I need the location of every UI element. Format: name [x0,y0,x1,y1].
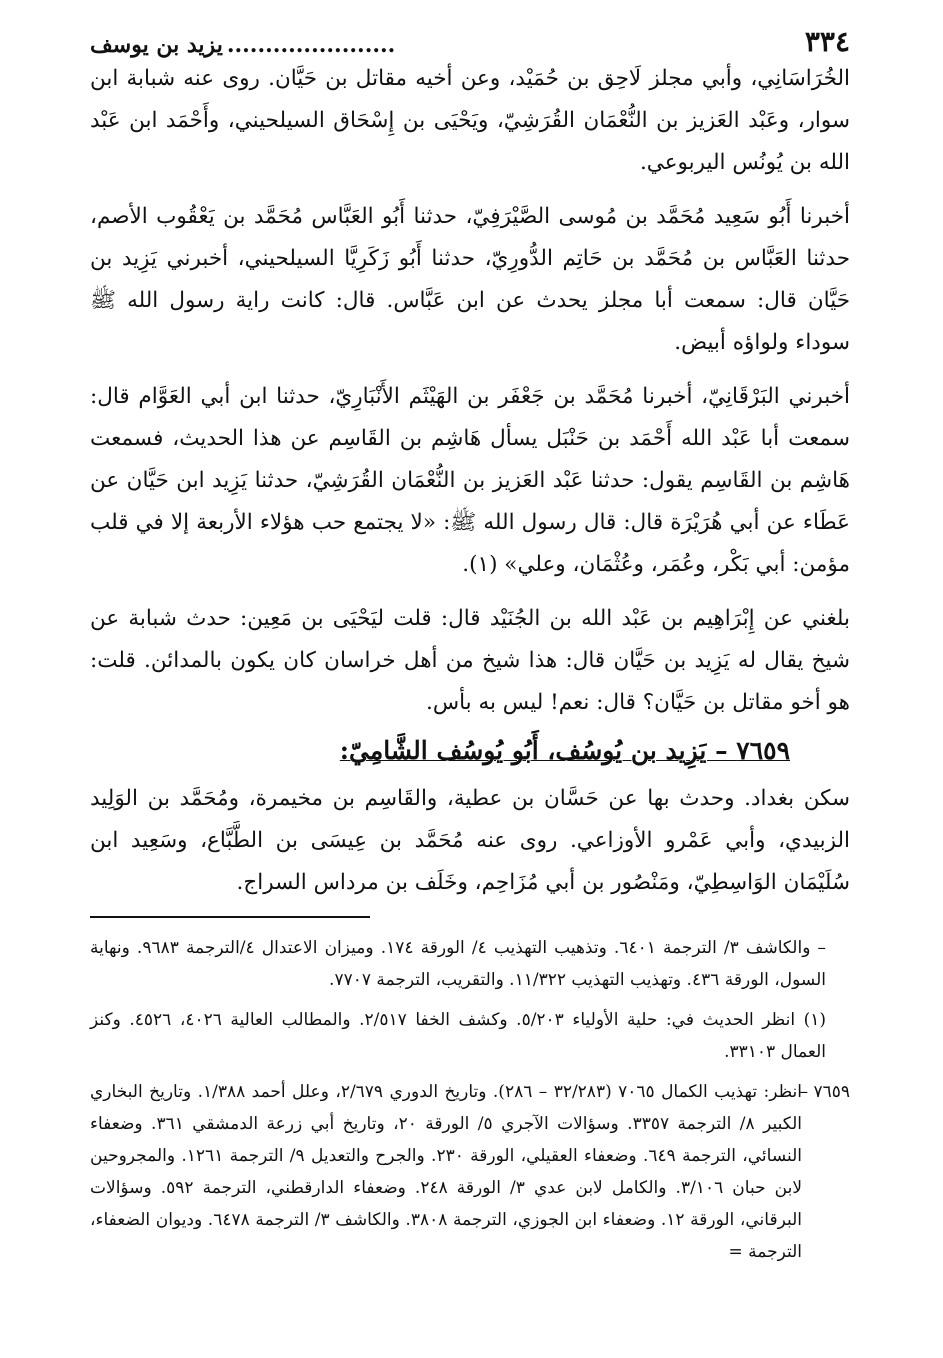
paragraph: بلغني عن إِبْرَاهِيم بن عَبْد الله بن الجُنَيْد قال: قلت ليَحْيَى بن مَعِين: حدث شبابة عن شيخ يقال له يَزِيد بن حَيَّان قال: هذا شيخ من أهل خراسان كان يكون بالمدائن. قلت: هو أخو مقاتل بن حَيَّان؟ قال: نعم! ليس به بأس. [90,606,850,715]
paragraph: أخبرني البَرْقَانِيّ، أخبرنا مُحَمَّد بن جَعْفَر بن الهَيْثَم الأَنْبَارِيّ، حدثنا ابن أبي العَوَّام قال: سمعت أبا عَبْد الله أَحْمَد بن حَنْبَل يسأل هَاشِم بن القَاسِم عن هذا الحديث، فسمعت هَاشِم بن القَاسِم يقول: حدثنا عَبْد العَزيز بن النُّعْمَان القُرَشِيّ، حدثنا يَزِيد ابن حَيَّان عن عَطَاء عن أبي هُرَيْرَة قال: قال رسول الله ﷺ: «لا يجتمع حب هؤلاء الأربعة إلا في قلب مؤمن: أبي بَكْر، وعُمَر، وعُثْمَان، وعلي» (١). [90,384,850,577]
footnote-divider [90,916,370,918]
book-page [90,24,850,1276]
footnote-continuation: – والكاشف ٣/ الترجمة ٦٤٠١. وتذهيب التهذيب ٤/ الورقة ١٧٤. وميزان الاعتدال ٤/الترجمة ٩٦٨٣. ونهاية السول، الورقة ٤٣٦. وتهذيب التهذيب ١١/٣٢٢. والتقريب، الترجمة ٧٧٠٧. [90,938,827,990]
paragraph: أخبرنا أَبُو سَعِيد مُحَمَّد بن مُوسى الصَّيْرَفِيّ، حدثنا أَبُو العَبَّاس مُحَمَّد بن يَعْقُوب الأصم، حدثنا العَبَّاس بن مُحَمَّد بن حَاتِم الدُّورِيّ، حدثنا أَبُو زَكَرِيَّا السيلحيني، أخبرني يَزِيد بن حَيَّان قال: سمعت أبا مجلز يحدث عن ابن عَبَّاس. قال: كانت راية رسول الله ﷺ سوداء ولواؤه أبيض. [90,204,850,355]
entry-heading: ٧٦٥٩ – يَزِيد بن يُوسُف، أَبُو يُوسُف الشَّامِيّ: [339,736,790,765]
footnote-divider-wrap [90,904,850,932]
running-head [90,24,850,58]
running-title: ..... يزيد بن يوسف [90,32,395,58]
footnotes [90,932,850,1268]
paragraph: الخُرَاسَانِي، وأبي مجلز لَاحِق بن حُمَيْد، وعن أخيه مقاتل بن حَيَّان. روى عنه شبابة ابن سوار، وعَبْد العَزيز بن النُّعْمَان القُرَشِيّ، ويَحْيَى بن إِسْحَاق السيلحيني، وأَحْمَد ابن عَبْد الله بن يُونُس اليربوعي. [90,66,850,175]
entry-paragraph: سكن بغداد. وحدث بها عن حَسَّان بن عطية، والقَاسِم بن مخيمرة، ومُحَمَّد بن الوَلِيد الزبيدي، وأبي عَمْرو الأوزاعي. روى عنه مُحَمَّد بن عِيسَى بن الطَّبَّاع، وسَعِيد ابن سُلَيْمَان الوَاسِطِيّ، ومَنْصُور بن أبي مُزَاحِم، وخَلَف بن مرداس السراج. [90,786,850,895]
footnote-entry [90,1076,850,1268]
footnote-1: (١) انظر الحديث في: حلية الأولياء ٥/٢٠٣. وكشف الخفا ٢/٥١٧. والمطالب العالية ٤٠٢٦، ٤٥٢٦. وكنز العمال ٣٣١٠٣. [90,1010,827,1062]
footnote-entry-number: ٧٦٥٩ – [799,1082,850,1102]
page-number: ٣٣٤ [804,25,850,58]
footnote-entry-text: انظر: تهذيب الكمال ٧٠٦٥ (٣٢/٢٨٣ – ٢٨٦). وتاريخ الدوري ٢/٦٧٩، وعلل أحمد ١/٣٨٨. وتاريخ البخاري الكبير ٨/ الترجمة ٣٣٥٧. وسؤالات الآجري ٥/ الورقة ٢٠، وتاريخ أبي زرعة الدمشقي ٣٦١. وضعفاء النسائي، الترجمة ٦٤٩. وضعفاء العقيلي، الورقة ٢٣٠. والجرح والتعديل ٩/ الترجمة ١٢٦١. والمجروحين لابن حبان ٣/١٠٦. والكامل لابن عدي ٣/ الورقة ٢٤٨. وضعفاء الدارقطني، الترجمة ٥٩٢. وسؤالات البرقاني، الورقة ١٢. وضعفاء ابن الجوزي، الترجمة ٣٨٠٨. والكاشف ٣/ الترجمة ٦٤٧٨. وديوان الضعفاء، الترجمة = [90,1082,803,1262]
main-text [90,58,850,904]
